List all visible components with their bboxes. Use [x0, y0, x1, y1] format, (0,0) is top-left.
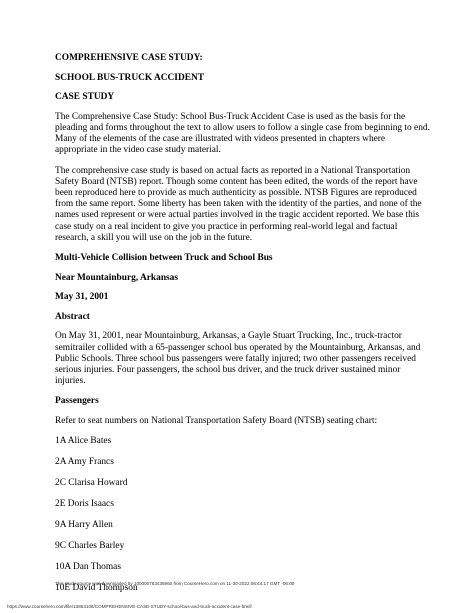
- intro-paragraph-1: The Comprehensive Case Study: School Bus-Truck Accident Case is used as the basis for the pleading and forms throughout the text to allow users to follow a single case from beginning to end. Many of the elements of the case are illustrated with videos presented in chapters where appropriate in the video case study material.: [55, 111, 430, 156]
- abstract-paragraph: On May 31, 2001, near Mountainburg, Arkansas, a Gayle Stuart Trucking, Inc., truck-tractor semitrailer collided with a 65-passenger school bus operated by the Mountainburg, Arkansas, and Public Schools. Three school bus passengers were fatally injured; two other passengers received serious injuries. Four passengers, the school bus driver, and the truck driver sustained minor injuries.: [55, 331, 421, 387]
- passenger-item: 2A Amy Francs: [55, 457, 114, 468]
- abstract-heading: Abstract: [55, 311, 90, 322]
- passenger-item: 10A Dan Thomas: [55, 562, 121, 573]
- passenger-item: 1A Alice Bates: [55, 436, 112, 447]
- download-source-note: This study source was downloaded by 100000763436960 from CourseHero.com on 11-30-2022 06:44:17 GMT -06:00: [55, 581, 295, 586]
- passengers-heading: Passengers: [55, 396, 99, 407]
- passenger-item: 2C Clarisa Howard: [55, 478, 128, 489]
- document-body: [55, 53, 430, 604]
- date-heading: May 31, 2001: [55, 292, 109, 303]
- passengers-intro: Refer to seat numbers on National Transportation Safety Board (NTSB) seating chart:: [55, 416, 378, 426]
- title-line-1: COMPREHENSIVE CASE STUDY:: [55, 53, 203, 63]
- source-url[interactable]: https://www.coursehero.com/file/13853108/COMPREHENSIVE-CASE-STUDY-school-bus-and-truck-accident-case-breif/: [7, 604, 252, 609]
- passenger-item: 9A Harry Allen: [55, 520, 113, 531]
- title-line-2: SCHOOL BUS-TRUCK ACCIDENT: [55, 72, 204, 83]
- collision-heading: Multi-Vehicle Collision between Truck and School Bus: [55, 253, 273, 264]
- location-heading: Near Mountainburg, Arkansas: [55, 272, 179, 283]
- intro-paragraph-2: The comprehensive case study is based on actual facts as reported in a National Transportation Safety Board (NTSB) report. Though some content has been edited, the words of the report have been reproduced here to provide as much authenticity as possible. NTSB Figures are reproduced from the same report. Some liberty has been taken with the identity of the parties, and none of the names used represent or were actual parties involved in the tragic accident reported. We base this case study on a real incident to give you practice in performing real-world legal and factual research, a skill you will use on the job in the future.: [55, 165, 422, 243]
- passenger-item: 9C Charles Barley: [55, 541, 125, 552]
- title-line-3: CASE STUDY: [55, 92, 115, 103]
- passenger-item: 2E Doris Isaacs: [55, 499, 114, 510]
- passenger-item: 10E David Thompson: [55, 583, 138, 594]
